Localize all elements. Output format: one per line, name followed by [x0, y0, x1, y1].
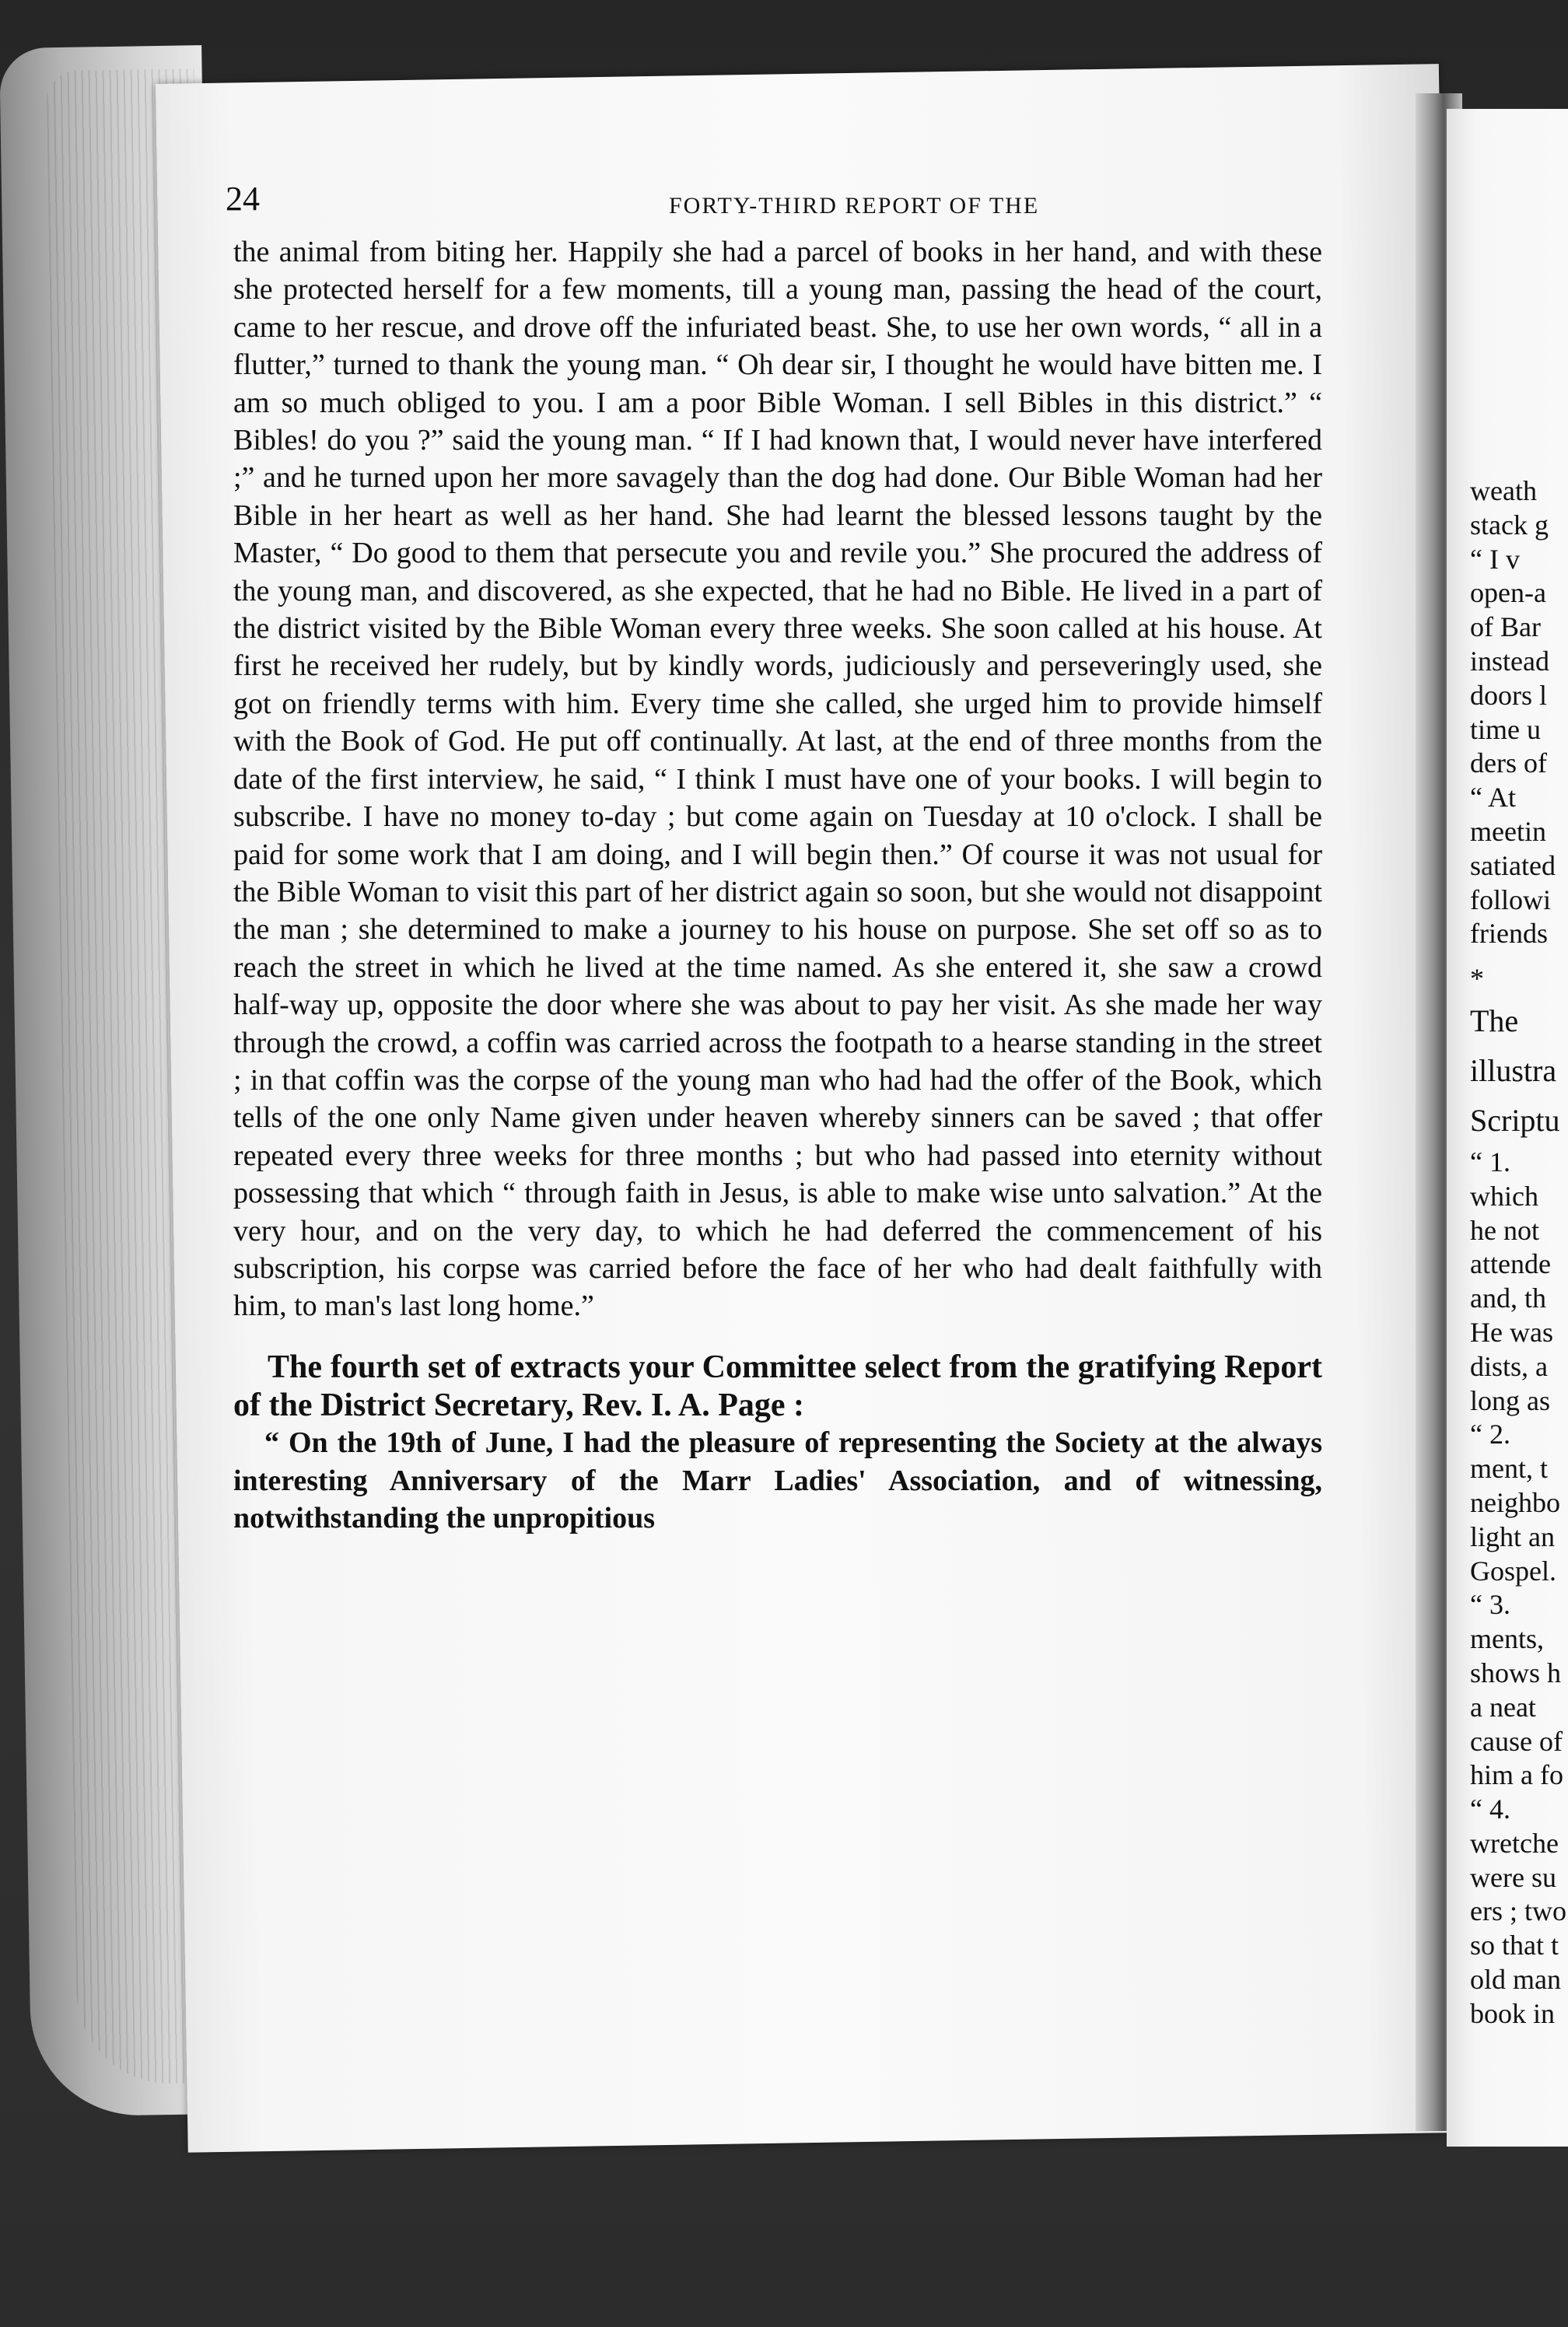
- right-page-line: shows h: [1470, 1657, 1562, 1688]
- right-page-line: Scriptu: [1470, 1102, 1560, 1138]
- right-page-line: time u: [1470, 713, 1541, 745]
- right-page-line: he not: [1470, 1214, 1539, 1246]
- paragraph-secretary-report: “ On the 19th of June, I had the pleasure of representing the Society at the always interesting Anniversary of the Marr Ladies' Association, and of witnessing, notwithstanding the unpropitious: [233, 1426, 1322, 1535]
- right-page-line: cause of: [1470, 1725, 1563, 1757]
- right-page-line: so that t: [1470, 1930, 1559, 1961]
- right-page-line: The: [1470, 1003, 1519, 1038]
- right-page-line: weath: [1470, 475, 1537, 506]
- right-page-line: attende: [1470, 1248, 1551, 1280]
- right-page-line: long as: [1470, 1384, 1550, 1416]
- right-page-line: followi: [1470, 884, 1551, 915]
- right-page-line: “ 1.: [1470, 1146, 1510, 1177]
- right-page-line: dists, a: [1470, 1350, 1549, 1382]
- right-page-line: light an: [1470, 1520, 1555, 1552]
- right-page-line: doors l: [1470, 679, 1547, 711]
- right-page-line: ments,: [1470, 1623, 1544, 1655]
- right-page-line: “ I v: [1470, 543, 1520, 575]
- right-page-line: illustra: [1470, 1052, 1557, 1088]
- running-head: FORTY-THIRD REPORT OF THE: [669, 193, 1040, 219]
- right-page-line: and, th: [1470, 1282, 1546, 1314]
- right-page: [1447, 109, 1568, 2147]
- right-page-line: “ 4.: [1470, 1793, 1510, 1825]
- right-page-line: meetin: [1470, 815, 1546, 847]
- right-page-line: him a fo: [1470, 1759, 1563, 1791]
- right-page-line: wretche: [1470, 1827, 1559, 1859]
- right-page-line: neighbo: [1470, 1486, 1560, 1518]
- right-page-line: *: [1470, 963, 1484, 995]
- right-page-text: [1470, 474, 1568, 2031]
- right-page-line: book in: [1470, 1997, 1556, 2029]
- page-number: 24: [226, 180, 260, 218]
- right-page-line: ders of: [1470, 747, 1547, 779]
- right-page-line: were su: [1470, 1861, 1556, 1893]
- right-page-line: stack g: [1470, 509, 1549, 541]
- right-page-line: open-a: [1470, 577, 1546, 609]
- right-page-line: instead: [1470, 645, 1549, 677]
- right-page-line: Gospel.: [1470, 1555, 1556, 1587]
- right-page-line: ers ; two: [1470, 1895, 1566, 1927]
- right-page-line: He was: [1470, 1316, 1553, 1348]
- right-page-line: satiated: [1470, 849, 1556, 881]
- right-page-line: friends: [1470, 918, 1548, 950]
- page-body: [233, 233, 1322, 1538]
- paragraph-committee-extracts: The fourth set of extracts your Committee select from the gratifying Report of the District Secretary, Rev. I. A. Page :: [233, 1349, 1322, 1423]
- right-page-line: a neat: [1470, 1691, 1536, 1723]
- right-page-line: which: [1470, 1180, 1538, 1212]
- right-page-line: of Bar: [1470, 611, 1541, 643]
- paragraph-bible-woman-story: the animal from biting her. Happily she had a parcel of books in her hand, and with these she protected herself for a few moments, till a young man, passing the head of the court, came to her rescue, and drove off the infuriated beast. She, to use her own words, “ all in a flutter,” turned to thank the young man. “ Oh dear sir, I thought he would have bitten me. I am so much obliged to you. I am a poor Bible Woman. I sell Bibles in this district.” “ Bibles! do you ?” said the young man. “ If I had known that, I would never have interfered ;” and he turned upon her more savagely than the dog had done. Our Bible Woman had her Bible in her heart as well as her hand. She had learnt the blessed lessons taught by the Master, “ Do good to them that persecute you and revile you.” She procured the address of the young man, and discovered, as she expected, that he had no Bible. He lived in a part of the district visited by the Bible Woman every three weeks. She soon called at his house. At first he received her rudely, but by kindly words, judiciously and perseveringly used, she got on friendly terms with him. Every time she called, she urged him to provide himself with the Book of God. He put off continually. At last, at the end of three months from the date of the first interview, he said, “ I think I must have one of your books. I will begin to subscribe. I have no money to-day ; but come again on Tuesday at 10 o'clock. I shall be paid for some work that I am doing, and I will begin then.” Of course it was not usual for the Bible Woman to visit this part of her district again so soon, but she would not disappoint the man ; she determined to make a journey to his house on purpose. She set off so as to reach the street in which he lived at the time named. As she entered it, she saw a crowd half-way up, opposite the door where she was about to pay her visit. As she made her way through the crowd, a coffin was carried across the footpath to a hearse standing in the street ; in that coffin was the corpse of the young man who had had the offer of the Book, which tells of the one only Name given under heaven whereby sinners can be saved ; that offer repeated every three weeks for three months ; but who had passed into eternity without possessing that which “ through faith in Jesus, is able to make wise unto salvation.” At the very hour, and on the very day, to which he had deferred the commencement of his subscription, his corpse was carried before the face of her who had dealt faithfully with him, to man's last long home.”: [233, 236, 1322, 1323]
- right-page-line: “ 2.: [1470, 1419, 1510, 1450]
- right-page-line: old man: [1470, 1964, 1561, 1996]
- right-page-line: ment, t: [1470, 1453, 1548, 1485]
- right-page-line: “ At: [1470, 782, 1516, 814]
- right-page-line: “ 3.: [1470, 1589, 1510, 1621]
